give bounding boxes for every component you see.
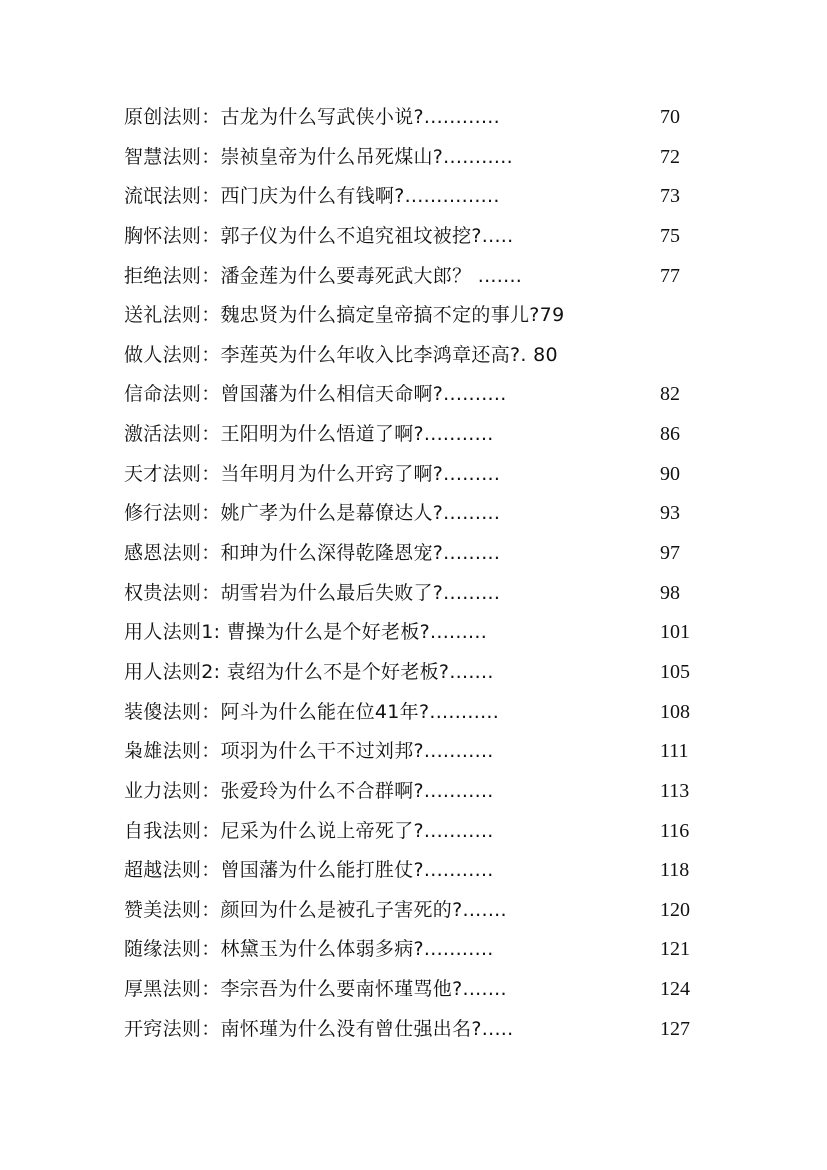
toc-entry[interactable] bbox=[124, 970, 724, 1010]
toc-entry[interactable] bbox=[124, 613, 724, 653]
toc-entry[interactable] bbox=[124, 574, 724, 614]
toc-entry-title: 用人法则2: 袁绍为什么不是个好老板?....... bbox=[124, 660, 494, 683]
toc-entry-page: 86 bbox=[660, 423, 680, 446]
toc-entry[interactable] bbox=[124, 375, 724, 415]
toc-entry-title: 原创法则：古龙为什么写武侠小说?............ bbox=[124, 106, 500, 128]
toc-entry[interactable] bbox=[124, 693, 724, 733]
toc-entry-title: 天才法则：当年明月为什么开窍了啊?......... bbox=[124, 462, 501, 485]
toc-entry-page: 121 bbox=[660, 938, 690, 961]
toc-entry-page: 116 bbox=[660, 819, 690, 842]
toc-entry-title: 自我法则：尼采为什么说上帝死了?........... bbox=[124, 819, 494, 842]
toc-entry-page: 105 bbox=[660, 660, 690, 683]
toc-entry-page: 113 bbox=[660, 779, 690, 802]
toc-entry[interactable] bbox=[124, 732, 724, 772]
toc-entry[interactable] bbox=[124, 534, 724, 574]
toc-entry-page: 111 bbox=[660, 740, 689, 763]
toc-entry-page: 124 bbox=[660, 978, 690, 1001]
toc-entry-title: 赞美法则：颜回为什么是被孔子害死的?....... bbox=[124, 898, 507, 921]
toc-entry-title: 激活法则：王阳明为什么悟道了啊?........... bbox=[124, 423, 494, 446]
toc-entry-page: 70 bbox=[660, 106, 680, 128]
toc-entry-page: 118 bbox=[660, 859, 690, 882]
toc-entry[interactable] bbox=[124, 98, 724, 138]
toc-entry-title: 开窍法则：南怀瑾为什么没有曾仕强出名?..... bbox=[124, 1017, 514, 1040]
toc-entry-title: 拒绝法则：潘金莲为什么要毒死武大郎？ ....... bbox=[124, 264, 523, 287]
toc-entry[interactable] bbox=[124, 138, 724, 178]
toc-entry-title: 权贵法则：胡雪岩为什么最后失败了?......... bbox=[124, 581, 501, 604]
toc-entry-title: 流氓法则：西门庆为什么有钱啊?............... bbox=[124, 185, 500, 208]
toc-entry-page: 75 bbox=[660, 224, 680, 247]
toc-entry[interactable] bbox=[124, 336, 724, 376]
toc-entry-title: 智慧法则：崇祯皇帝为什么吊死煤山?........... bbox=[124, 145, 513, 168]
toc-entry-page: 108 bbox=[660, 700, 690, 723]
toc-entry-page: 77 bbox=[660, 264, 680, 287]
toc-entry[interactable] bbox=[124, 653, 724, 693]
toc-entry-page: 120 bbox=[660, 898, 690, 921]
table-of-contents bbox=[124, 98, 724, 1049]
toc-entry-title: 用人法则1: 曹操为什么是个好老板?......... bbox=[124, 621, 488, 644]
toc-entry[interactable] bbox=[124, 494, 724, 534]
toc-entry[interactable] bbox=[124, 257, 724, 297]
toc-entry-page: 72 bbox=[660, 145, 680, 168]
toc-entry-title: 业力法则：张爱玲为什么不合群啊?........... bbox=[124, 779, 494, 802]
toc-entry[interactable] bbox=[124, 415, 724, 455]
toc-entry-title: 感恩法则：和珅为什么深得乾隆恩宠?......... bbox=[124, 542, 501, 565]
toc-entry[interactable] bbox=[124, 296, 724, 336]
toc-entry-title: 做人法则：李莲英为什么年收入比李鸿章还高?. 80 bbox=[124, 343, 558, 366]
toc-entry-page: 127 bbox=[660, 1017, 690, 1040]
toc-entry-title: 送礼法则：魏忠贤为什么搞定皇帝搞不定的事儿?79 bbox=[124, 304, 565, 327]
toc-entry-page: 90 bbox=[660, 462, 680, 485]
toc-entry-page: 97 bbox=[660, 542, 680, 565]
toc-entry[interactable] bbox=[124, 772, 724, 812]
toc-entry-title: 厚黑法则：李宗吾为什么要南怀瑾骂他?....... bbox=[124, 978, 507, 1001]
toc-entry[interactable] bbox=[124, 217, 724, 257]
toc-entry-title: 装傻法则：阿斗为什么能在位41年?........... bbox=[124, 700, 500, 723]
toc-entry[interactable] bbox=[124, 455, 724, 495]
toc-entry-page: 98 bbox=[660, 581, 680, 604]
toc-entry-page: 73 bbox=[660, 185, 680, 208]
toc-entry-page: 82 bbox=[660, 383, 680, 406]
toc-entry[interactable] bbox=[124, 1010, 724, 1050]
toc-entry[interactable] bbox=[124, 930, 724, 970]
toc-entry-title: 修行法则：姚广孝为什么是幕僚达人?......... bbox=[124, 502, 501, 525]
toc-entry-title: 信命法则：曾国藩为什么相信天命啊?.......... bbox=[124, 383, 507, 406]
toc-entry-page: 93 bbox=[660, 502, 680, 525]
toc-entry-title: 枭雄法则：项羽为什么干不过刘邦?........... bbox=[124, 740, 494, 763]
toc-entry-title: 胸怀法则：郭子仪为什么不追究祖坟被挖?..... bbox=[124, 224, 514, 247]
toc-entry-title: 随缘法则：林黛玉为什么体弱多病?........... bbox=[124, 938, 494, 961]
toc-entry[interactable] bbox=[124, 851, 724, 891]
toc-entry[interactable] bbox=[124, 812, 724, 852]
toc-entry-title: 超越法则：曾国藩为什么能打胜仗?........... bbox=[124, 859, 494, 882]
toc-entry[interactable] bbox=[124, 177, 724, 217]
toc-entry-page: 101 bbox=[660, 621, 690, 644]
toc-entry[interactable] bbox=[124, 891, 724, 931]
